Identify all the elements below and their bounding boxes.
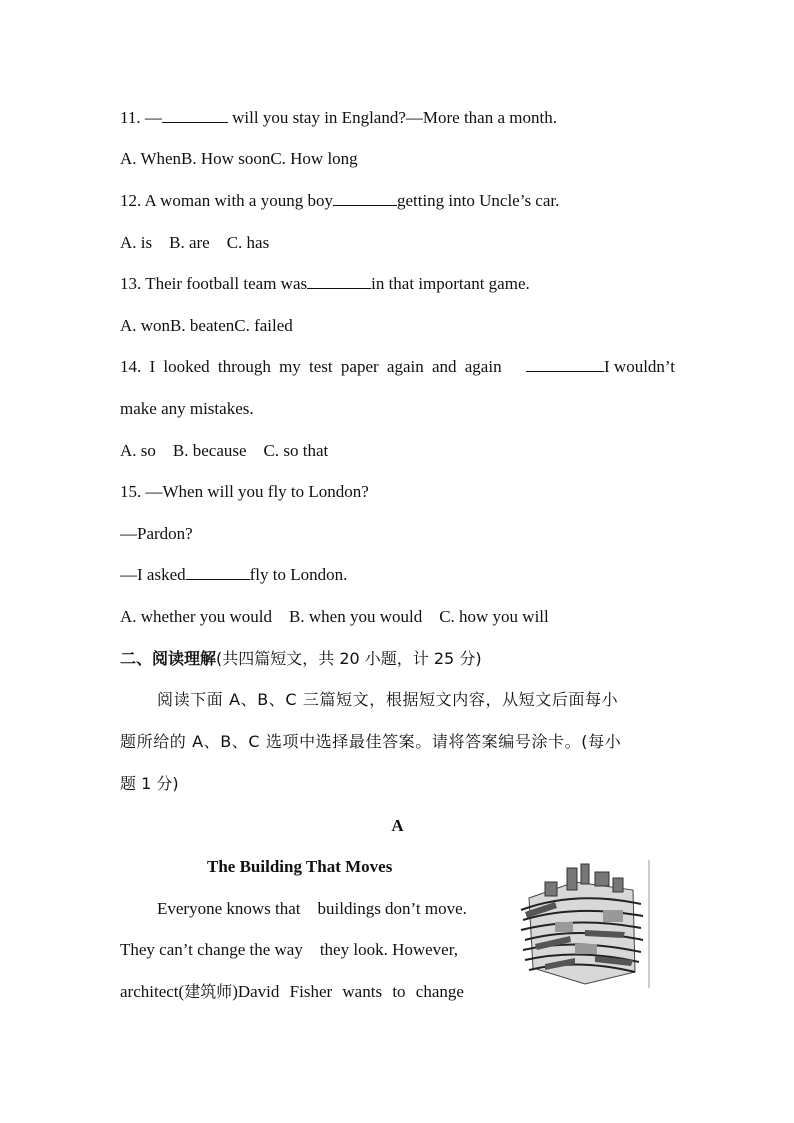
q13-options: A. wonB. beatenC. failed xyxy=(120,316,293,335)
passage-line-3-start xyxy=(120,981,464,1003)
question-13 xyxy=(120,273,675,295)
q14-continuation: make any mistakes. xyxy=(120,399,254,418)
passage-letter: A xyxy=(391,816,404,835)
q12-text-before: 12. A woman with a young boy xyxy=(120,191,333,210)
q11-options: A. WhenB. How soonC. How long xyxy=(120,149,358,168)
q13-text-before: 13. Their football team was xyxy=(120,274,308,293)
question-12 xyxy=(120,190,675,212)
section-heading-bold: 二、阅读理解 xyxy=(120,649,217,668)
q14-text-before: 14. I looked through my test paper again and again xyxy=(120,357,502,376)
q15-blank[interactable] xyxy=(186,564,250,580)
question-14 xyxy=(120,356,675,378)
architect-word: architect( xyxy=(120,982,185,1001)
q12-blank[interactable] xyxy=(333,190,397,206)
q14-text-after: I wouldn’t xyxy=(604,357,675,376)
q15-text-before: —I asked xyxy=(120,565,186,584)
section-heading-rest: (共四篇短文，共 20 小题，计 25 分) xyxy=(216,649,482,668)
q12-text-after: getting into Uncle’s car. xyxy=(396,191,560,210)
instruction-line-2: 题所给的 A、B、C 选项中选择最佳答案。请将答案编号涂卡。(每小 xyxy=(120,732,622,751)
q15-options: A. whether you would B. when you would C. how you will xyxy=(120,607,549,626)
passage-line-3-rest: )David Fisher wants to change xyxy=(232,982,464,1001)
q13-text-after: in that important game. xyxy=(371,274,530,293)
question-15: 15. —When will you fly to London? xyxy=(120,482,369,501)
q11-blank[interactable] xyxy=(162,107,228,123)
q14-blank[interactable] xyxy=(526,356,604,372)
instruction-line-1: 阅读下面 A、B、C 三篇短文，根据短文内容，从短文后面每小 xyxy=(157,690,619,709)
passage-line-3 xyxy=(120,981,494,1003)
section-heading xyxy=(120,648,675,670)
passage-title: The Building That Moves xyxy=(207,857,393,876)
passage-line-1: Everyone knows that buildings don’t move. xyxy=(157,899,467,918)
q15-asked-line xyxy=(120,564,675,586)
architect-chinese: 建筑师 xyxy=(184,982,233,1001)
question-11 xyxy=(120,107,675,129)
rotating-building-image xyxy=(515,860,650,988)
passage-line-2: They can’t change the way they look. However, xyxy=(120,940,458,959)
q12-options: A. is B. are C. has xyxy=(120,233,270,252)
q15-pardon: —Pardon? xyxy=(120,524,193,543)
q11-number: 11. — xyxy=(120,108,162,127)
q14-options: A. so B. because C. so that xyxy=(120,441,329,460)
q15-text-after: fly to London. xyxy=(249,565,348,584)
q11-text: will you stay in England?—More than a month. xyxy=(227,108,557,127)
q13-blank[interactable] xyxy=(307,273,371,289)
instruction-line-3: 题 1 分) xyxy=(120,774,179,793)
